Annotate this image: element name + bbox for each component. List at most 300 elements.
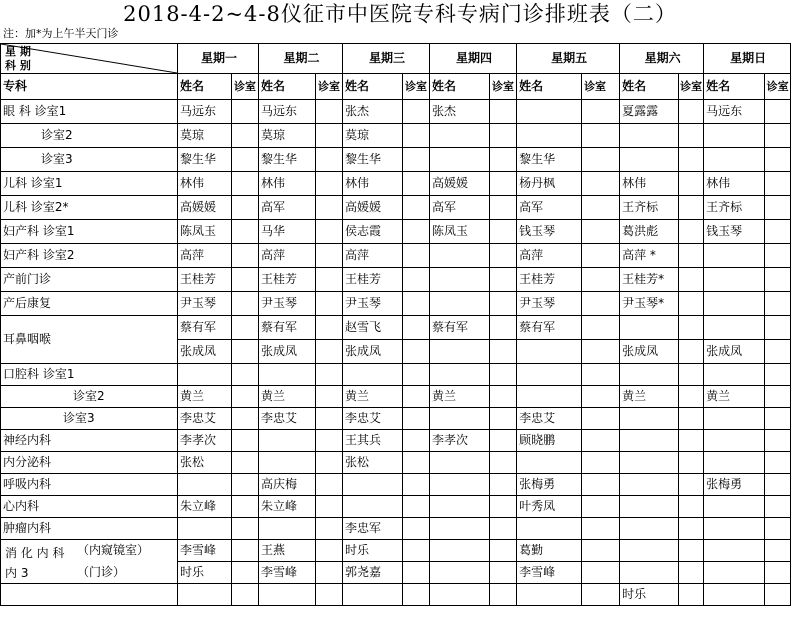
- doctor-name-tue: 高庆梅: [259, 474, 316, 496]
- doctor-name-thu: 张杰: [430, 100, 490, 124]
- table-row: [1, 220, 791, 244]
- day-header-mon: 星期一: [178, 44, 259, 74]
- doctor-name-wed: 张松: [343, 452, 403, 474]
- page-title: 2018-4-2~4-8仪征市中医院专科专病门诊排班表（二）: [123, 2, 677, 26]
- corner-label-department: 科 别: [5, 59, 31, 72]
- doctor-name-sun: [704, 408, 765, 430]
- doctor-name-mon: 张成凤: [178, 340, 232, 364]
- dept-label: 内分泌科: [1, 452, 178, 474]
- doctor-name-sun: [704, 452, 765, 474]
- room-cell-mon: [232, 364, 259, 386]
- doctor-name-thu: [430, 584, 490, 606]
- room-cell-tue: [316, 172, 343, 196]
- schedule-table: [0, 43, 791, 606]
- doctor-name-sat: [620, 124, 679, 148]
- dept-label: 呼吸内科: [1, 474, 178, 496]
- room-cell-tue: [316, 244, 343, 268]
- room-cell-thu: [490, 584, 517, 606]
- room-cell-fri: [582, 340, 620, 364]
- doctor-name-wed: [343, 496, 403, 518]
- name-column-header: 姓名: [343, 74, 403, 100]
- table-row: [1, 292, 791, 316]
- room-cell-sat: [679, 148, 704, 172]
- dept-label: 诊室2: [1, 124, 178, 148]
- name-column-header: 姓名: [517, 74, 582, 100]
- room-cell-wed: [403, 364, 430, 386]
- dept-label: 儿科 诊室1: [1, 172, 178, 196]
- room-cell-tue: [316, 452, 343, 474]
- room-cell-tue: [316, 496, 343, 518]
- doctor-name-wed: [343, 474, 403, 496]
- doctor-name-fri: 黎生华: [517, 148, 582, 172]
- room-cell-sat: [679, 408, 704, 430]
- room-cell-wed: [403, 452, 430, 474]
- dept-label: 诊室3: [1, 408, 178, 430]
- table-row: [1, 124, 791, 148]
- doctor-name-wed: 王桂芳: [343, 268, 403, 292]
- room-cell-mon: [232, 292, 259, 316]
- doctor-name-tue: 蔡有军: [259, 316, 316, 340]
- room-cell-tue: [316, 474, 343, 496]
- doctor-name-fri: 顾晓鹏: [517, 430, 582, 452]
- room-cell-sat: [679, 430, 704, 452]
- doctor-name-sun: [704, 268, 765, 292]
- doctor-name-mon: 时乐: [178, 562, 232, 584]
- room-cell-mon: [232, 196, 259, 220]
- room-cell-sun: [765, 518, 791, 540]
- table-row: [1, 172, 791, 196]
- doctor-name-mon: 李雪峰: [178, 540, 232, 562]
- room-cell-fri: [582, 540, 620, 562]
- room-cell-thu: [490, 474, 517, 496]
- room-cell-fri: [582, 100, 620, 124]
- doctor-name-tue: 黄兰: [259, 386, 316, 408]
- room-cell-fri: [582, 268, 620, 292]
- room-cell-sun: [765, 124, 791, 148]
- doctor-name-thu: [430, 340, 490, 364]
- doctor-name-tue: [259, 584, 316, 606]
- doctor-name-sat: 时乐: [620, 584, 679, 606]
- doctor-name-sat: 王桂芳*: [620, 268, 679, 292]
- doctor-name-sun: [704, 292, 765, 316]
- room-cell-tue: [316, 430, 343, 452]
- room-cell-thu: [490, 100, 517, 124]
- room-cell-mon: [232, 386, 259, 408]
- doctor-name-sun: 张成凤: [704, 340, 765, 364]
- table-row: [1, 430, 791, 452]
- room-cell-mon: [232, 316, 259, 340]
- table-row: [1, 196, 791, 220]
- doctor-name-fri: 钱玉琴: [517, 220, 582, 244]
- doctor-name-wed: 黄兰: [343, 386, 403, 408]
- doctor-name-thu: [430, 540, 490, 562]
- day-header-thu: 星期四: [430, 44, 517, 74]
- doctor-name-fri: 高军: [517, 196, 582, 220]
- doctor-name-mon: 蔡有军: [178, 316, 232, 340]
- doctor-name-sat: 尹玉琴*: [620, 292, 679, 316]
- doctor-name-tue: 张成凤: [259, 340, 316, 364]
- doctor-name-mon: 王桂芳: [178, 268, 232, 292]
- doctor-name-sat: 葛洪彪: [620, 220, 679, 244]
- room-cell-sun: [765, 496, 791, 518]
- room-cell-tue: [316, 584, 343, 606]
- doctor-name-mon: 李忠艾: [178, 408, 232, 430]
- doctor-name-sat: [620, 496, 679, 518]
- room-cell-wed: [403, 496, 430, 518]
- room-cell-sat: [679, 562, 704, 584]
- doctor-name-sun: [704, 316, 765, 340]
- doctor-name-tue: [259, 452, 316, 474]
- room-cell-fri: [582, 292, 620, 316]
- room-cell-sat: [679, 364, 704, 386]
- table-row: [1, 518, 791, 540]
- table-row: [1, 386, 791, 408]
- doctor-name-fri: 蔡有军: [517, 316, 582, 340]
- doctor-name-thu: [430, 364, 490, 386]
- room-cell-mon: [232, 100, 259, 124]
- room-cell-wed: [403, 292, 430, 316]
- room-cell-sat: [679, 292, 704, 316]
- table-row: [1, 584, 791, 606]
- room-cell-sun: [765, 474, 791, 496]
- doctor-name-thu: 高媛媛: [430, 172, 490, 196]
- room-cell-sat: [679, 518, 704, 540]
- table-row: [1, 268, 791, 292]
- room-cell-tue: [316, 292, 343, 316]
- room-cell-sun: [765, 268, 791, 292]
- doctor-name-fri: 叶秀凤: [517, 496, 582, 518]
- doctor-name-tue: [259, 518, 316, 540]
- room-cell-tue: [316, 220, 343, 244]
- doctor-name-mon: 高媛媛: [178, 196, 232, 220]
- dept-column-header: 专科: [1, 74, 178, 100]
- doctor-name-wed: [343, 584, 403, 606]
- doctor-name-fri: [517, 364, 582, 386]
- room-cell-wed: [403, 540, 430, 562]
- room-column-header: 诊室: [490, 74, 517, 100]
- room-cell-sun: [765, 430, 791, 452]
- room-cell-fri: [582, 364, 620, 386]
- room-cell-mon: [232, 430, 259, 452]
- room-cell-sun: [765, 196, 791, 220]
- room-cell-sun: [765, 100, 791, 124]
- doctor-name-tue: 王桂芳: [259, 268, 316, 292]
- doctor-name-thu: 陈凤玉: [430, 220, 490, 244]
- doctor-name-sun: [704, 584, 765, 606]
- room-cell-sun: [765, 584, 791, 606]
- dept-label: 产前门诊: [1, 268, 178, 292]
- dept-label: 心内科: [1, 496, 178, 518]
- doctor-name-sun: [704, 518, 765, 540]
- doctor-name-sun: [704, 430, 765, 452]
- doctor-name-sat: 王齐标: [620, 196, 679, 220]
- room-cell-sun: [765, 364, 791, 386]
- dept-label: 诊室2: [1, 386, 178, 408]
- doctor-name-tue: [259, 430, 316, 452]
- doctor-name-wed: 张成凤: [343, 340, 403, 364]
- name-column-header: 姓名: [704, 74, 765, 100]
- room-cell-mon: [232, 124, 259, 148]
- doctor-name-tue: 王燕: [259, 540, 316, 562]
- dept-label: 神经内科: [1, 430, 178, 452]
- room-cell-sat: [679, 452, 704, 474]
- doctor-name-fri: [517, 340, 582, 364]
- doctor-name-sun: 王齐标: [704, 196, 765, 220]
- room-cell-sat: [679, 172, 704, 196]
- dept-label: 耳鼻咽喉: [1, 316, 178, 364]
- dept-label: 妇产科 诊室2: [1, 244, 178, 268]
- room-cell-thu: [490, 148, 517, 172]
- doctor-name-thu: 李孝次: [430, 430, 490, 452]
- doctor-name-sat: [620, 364, 679, 386]
- table-row: [1, 364, 791, 386]
- room-cell-sat: [679, 584, 704, 606]
- doctor-name-wed: 林伟: [343, 172, 403, 196]
- room-cell-mon: [232, 452, 259, 474]
- doctor-name-wed: 侯志霞: [343, 220, 403, 244]
- room-cell-sun: [765, 148, 791, 172]
- room-cell-wed: [403, 196, 430, 220]
- dept-label: [1, 584, 178, 606]
- table-row: [1, 100, 791, 124]
- room-cell-thu: [490, 268, 517, 292]
- note-text: 注：加*为上午半天门诊: [3, 27, 119, 40]
- doctor-name-wed: [343, 364, 403, 386]
- digestive-dept-label: 消 化 内 科 内 3: [5, 546, 65, 580]
- room-cell-tue: [316, 268, 343, 292]
- room-cell-thu: [490, 452, 517, 474]
- room-cell-wed: [403, 100, 430, 124]
- room-column-header: 诊室: [232, 74, 259, 100]
- room-cell-wed: [403, 172, 430, 196]
- room-cell-wed: [403, 474, 430, 496]
- room-cell-mon: [232, 340, 259, 364]
- doctor-name-sun: [704, 496, 765, 518]
- room-cell-wed: [403, 148, 430, 172]
- room-cell-fri: [582, 452, 620, 474]
- doctor-name-wed: 赵雪飞: [343, 316, 403, 340]
- room-column-header: 诊室: [316, 74, 343, 100]
- room-cell-thu: [490, 316, 517, 340]
- room-cell-tue: [316, 124, 343, 148]
- doctor-name-mon: 高萍: [178, 244, 232, 268]
- doctor-name-mon: 黎生华: [178, 148, 232, 172]
- room-cell-sat: [679, 496, 704, 518]
- room-cell-fri: [582, 584, 620, 606]
- day-header-wed: 星期三: [343, 44, 430, 74]
- doctor-name-thu: [430, 292, 490, 316]
- doctor-name-fri: 张梅勇: [517, 474, 582, 496]
- room-cell-wed: [403, 584, 430, 606]
- name-column-header: 姓名: [259, 74, 316, 100]
- doctor-name-sat: [620, 540, 679, 562]
- doctor-name-fri: 尹玉琴: [517, 292, 582, 316]
- doctor-name-mon: 尹玉琴: [178, 292, 232, 316]
- doctor-name-mon: 陈凤玉: [178, 220, 232, 244]
- room-cell-sat: [679, 474, 704, 496]
- digestive-sub-clinic: （门诊）: [77, 565, 126, 579]
- room-cell-tue: [316, 562, 343, 584]
- room-cell-tue: [316, 408, 343, 430]
- room-cell-sun: [765, 540, 791, 562]
- table-row: [1, 452, 791, 474]
- room-cell-sat: [679, 124, 704, 148]
- corner-label-weekday: 星 期: [5, 45, 31, 58]
- doctor-name-mon: [178, 474, 232, 496]
- doctor-name-fri: 王桂芳: [517, 268, 582, 292]
- doctor-name-sat: 林伟: [620, 172, 679, 196]
- doctor-name-wed: 时乐: [343, 540, 403, 562]
- doctor-name-wed: 李忠艾: [343, 408, 403, 430]
- room-cell-thu: [490, 244, 517, 268]
- room-cell-fri: [582, 518, 620, 540]
- room-cell-sun: [765, 172, 791, 196]
- room-cell-sun: [765, 292, 791, 316]
- dept-label: 儿科 诊室2*: [1, 196, 178, 220]
- doctor-name-tue: 李雪峰: [259, 562, 316, 584]
- doctor-name-sat: [620, 518, 679, 540]
- doctor-name-sat: [620, 408, 679, 430]
- doctor-name-sat: [620, 452, 679, 474]
- room-cell-mon: [232, 584, 259, 606]
- doctor-name-tue: 朱立峰: [259, 496, 316, 518]
- day-header-sat: 星期六: [620, 44, 704, 74]
- room-cell-wed: [403, 518, 430, 540]
- doctor-name-fri: 杨丹枫: [517, 172, 582, 196]
- doctor-name-fri: [517, 124, 582, 148]
- table-row: [1, 244, 791, 268]
- doctor-name-wed: 尹玉琴: [343, 292, 403, 316]
- room-column-header: 诊室: [403, 74, 430, 100]
- room-cell-sun: [765, 316, 791, 340]
- room-cell-sat: [679, 196, 704, 220]
- room-cell-tue: [316, 148, 343, 172]
- room-cell-wed: [403, 430, 430, 452]
- day-header-tue: 星期二: [259, 44, 343, 74]
- room-cell-mon: [232, 408, 259, 430]
- room-cell-thu: [490, 540, 517, 562]
- room-cell-thu: [490, 172, 517, 196]
- room-cell-wed: [403, 316, 430, 340]
- room-cell-mon: [232, 496, 259, 518]
- doctor-name-sun: [704, 124, 765, 148]
- room-cell-tue: [316, 100, 343, 124]
- doctor-name-wed: 高媛媛: [343, 196, 403, 220]
- room-cell-sun: [765, 244, 791, 268]
- doctor-name-tue: 马华: [259, 220, 316, 244]
- doctor-name-fri: [517, 386, 582, 408]
- table-row: [1, 496, 791, 518]
- doctor-name-sat: [620, 148, 679, 172]
- doctor-name-thu: [430, 408, 490, 430]
- table-row: [1, 408, 791, 430]
- dept-label: 眼 科 诊室1: [1, 100, 178, 124]
- room-cell-sat: [679, 340, 704, 364]
- doctor-name-thu: 黄兰: [430, 386, 490, 408]
- room-cell-fri: [582, 316, 620, 340]
- doctor-name-mon: [178, 518, 232, 540]
- doctor-name-thu: [430, 148, 490, 172]
- room-cell-tue: [316, 386, 343, 408]
- doctor-name-thu: [430, 496, 490, 518]
- doctor-name-sun: 林伟: [704, 172, 765, 196]
- room-cell-fri: [582, 496, 620, 518]
- doctor-name-mon: 黄兰: [178, 386, 232, 408]
- doctor-name-fri: [517, 452, 582, 474]
- doctor-name-sun: [704, 540, 765, 562]
- name-column-header: 姓名: [620, 74, 679, 100]
- dept-label: 诊室3: [1, 148, 178, 172]
- room-cell-fri: [582, 220, 620, 244]
- room-cell-wed: [403, 562, 430, 584]
- doctor-name-wed: 郭尧嘉: [343, 562, 403, 584]
- doctor-name-fri: [517, 518, 582, 540]
- doctor-name-mon: [178, 364, 232, 386]
- room-cell-wed: [403, 220, 430, 244]
- doctor-name-thu: [430, 452, 490, 474]
- doctor-name-wed: 张杰: [343, 100, 403, 124]
- doctor-name-sun: [704, 244, 765, 268]
- doctor-name-wed: 高萍: [343, 244, 403, 268]
- doctor-name-sun: [704, 562, 765, 584]
- room-cell-sat: [679, 100, 704, 124]
- digestive-sub-endoscopy: （内窥镜室）: [77, 543, 150, 557]
- doctor-name-tue: [259, 364, 316, 386]
- room-cell-tue: [316, 340, 343, 364]
- room-cell-fri: [582, 386, 620, 408]
- room-cell-wed: [403, 268, 430, 292]
- room-cell-mon: [232, 540, 259, 562]
- room-cell-sun: [765, 408, 791, 430]
- doctor-name-mon: 莫琼: [178, 124, 232, 148]
- doctor-name-sun: 黄兰: [704, 386, 765, 408]
- room-cell-wed: [403, 340, 430, 364]
- room-cell-thu: [490, 340, 517, 364]
- day-header-fri: 星期五: [517, 44, 620, 74]
- doctor-name-sat: 张成凤: [620, 340, 679, 364]
- room-cell-wed: [403, 124, 430, 148]
- doctor-name-thu: [430, 268, 490, 292]
- room-cell-tue: [316, 364, 343, 386]
- room-cell-sat: [679, 244, 704, 268]
- name-column-header: 姓名: [178, 74, 232, 100]
- room-cell-thu: [490, 562, 517, 584]
- room-cell-thu: [490, 220, 517, 244]
- doctor-name-tue: 马远东: [259, 100, 316, 124]
- doctor-name-mon: [178, 584, 232, 606]
- room-cell-sat: [679, 268, 704, 292]
- room-cell-mon: [232, 148, 259, 172]
- room-column-header: 诊室: [679, 74, 704, 100]
- doctor-name-sat: [620, 474, 679, 496]
- doctor-name-sat: 黄兰: [620, 386, 679, 408]
- doctor-name-sat: 夏露露: [620, 100, 679, 124]
- doctor-name-tue: 莫琼: [259, 124, 316, 148]
- doctor-name-mon: 马远东: [178, 100, 232, 124]
- doctor-name-thu: [430, 474, 490, 496]
- doctor-name-tue: 高军: [259, 196, 316, 220]
- doctor-name-mon: 张松: [178, 452, 232, 474]
- room-cell-sat: [679, 386, 704, 408]
- room-cell-wed: [403, 244, 430, 268]
- doctor-name-sun: [704, 148, 765, 172]
- room-cell-fri: [582, 408, 620, 430]
- doctor-name-tue: 尹玉琴: [259, 292, 316, 316]
- doctor-name-tue: 黎生华: [259, 148, 316, 172]
- room-cell-sat: [679, 540, 704, 562]
- room-cell-mon: [232, 562, 259, 584]
- room-cell-fri: [582, 196, 620, 220]
